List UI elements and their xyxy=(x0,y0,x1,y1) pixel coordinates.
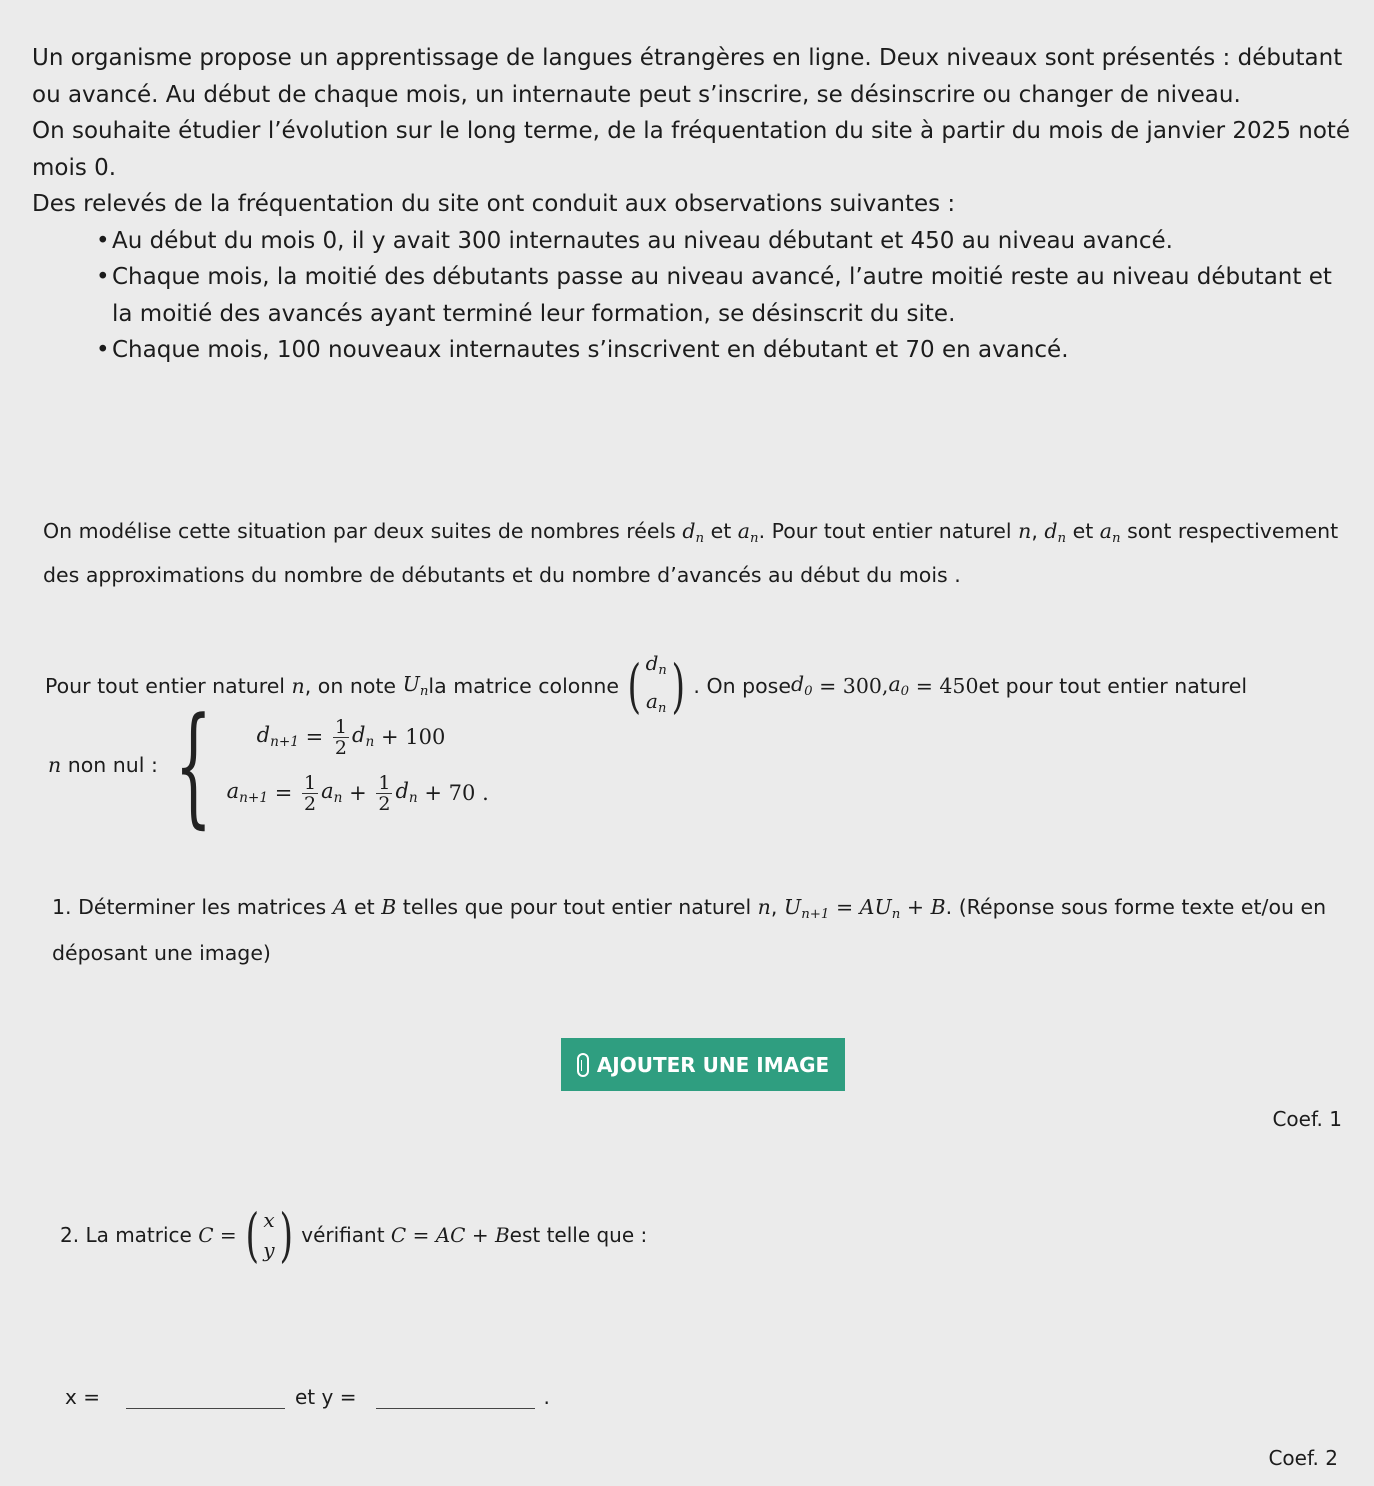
observations-list xyxy=(32,223,1352,369)
equation-d: $d_{n+1}$ = $\frac{1}{2}$ $d_n$ + 100 xyxy=(256,715,446,759)
y-input[interactable] xyxy=(376,1378,535,1409)
left-brace: { xyxy=(174,689,212,841)
answer-y: et y = . xyxy=(295,1378,550,1409)
model-description: On modélise cette situation par deux suites de nombres réels $d_n$ et $a_n$. Pour tout entier naturel n, $d_n$ et $a_n$ sont respectivement des approximations du nombre de débutants et du nombre d’avancés au début du mois . xyxy=(43,519,1339,587)
question-1: 1. Déterminer les matrices A et B telles que pour tout entier naturel n, $U_{n+1} = AU_n + B$. (Réponse sous forme texte et/ou en déposant une image) xyxy=(52,895,1327,965)
observation-item: • Au début du mois 0, il y avait 300 internautes au niveau débutant et 450 au niveau avancé. xyxy=(112,223,1352,260)
answer-x xyxy=(65,1378,291,1409)
x-label: x = xyxy=(65,1385,100,1409)
observation-item: • Chaque mois, la moitié des débutants passe au niveau avancé, l’autre moitié reste au niveau débutant et la moitié des avancés ayant terminé leur formation, se désinscrit du site. xyxy=(112,259,1352,332)
intro-paragraph-2: On souhaite étudier l’évolution sur le long terme, de la fréquentation du site à partir du mois de janvier 2025 noté mois 0. xyxy=(32,118,1351,181)
coefficient-1: Coef. 1 xyxy=(1272,1107,1342,1131)
recurrence-system: n non nul : { $d_{n+1}$ = $\frac{1}{2}$ $d_n$ + 100 $a_{n+1}$ = $\frac{1}{2}$ $a_n$ + $\frac{1}{2}$ $d_n$ + 70 . xyxy=(48,689,489,841)
y-label: et y = xyxy=(295,1385,357,1409)
coefficient-2: Coef. 2 xyxy=(1268,1446,1338,1470)
paperclip-icon xyxy=(577,1053,589,1077)
observation-item: • Chaque mois, 100 nouveaux internautes s’inscrivent en débutant et 70 en avancé. xyxy=(112,332,1352,369)
intro-paragraph-3: Des relevés de la fréquentation du site ont conduit aux observations suivantes : xyxy=(32,191,956,217)
problem-intro xyxy=(32,40,1352,369)
question-2: 2. La matrice C = ( x y ) vérifiant C = AC + B est telle que : xyxy=(60,1201,648,1269)
x-input[interactable] xyxy=(126,1378,285,1409)
column-matrix-un: ( $d_n$ $a_n$ ) xyxy=(627,651,685,720)
column-matrix-c: ( x y ) xyxy=(245,1201,293,1269)
math-dn: $d_n$ xyxy=(682,519,705,546)
math-an: $a_n$ xyxy=(737,519,759,546)
add-image-button[interactable]: AJOUTER UNE IMAGE xyxy=(561,1038,845,1091)
intro-paragraph-1: Un organisme propose un apprentissage de langues étrangères en ligne. Deux niveaux sont présentés : débutant ou avancé. Au début de chaque mois, un internaute peut s’inscrire, se désinscrire ou changer de niveau. xyxy=(32,45,1343,108)
equation-a: $a_{n+1}$ = $\frac{1}{2}$ $a_n$ + $\frac{1}{2}$ $d_n$ + 70 . xyxy=(226,771,489,815)
matrix-definition: Pour tout entier naturel n , on note $U_n$ la matrice colonne ( $d_n$ $a_n$ ) . On pose $d_0$ = 300, $a_0$ = 450 et pour tout entier naturel xyxy=(45,648,1247,724)
